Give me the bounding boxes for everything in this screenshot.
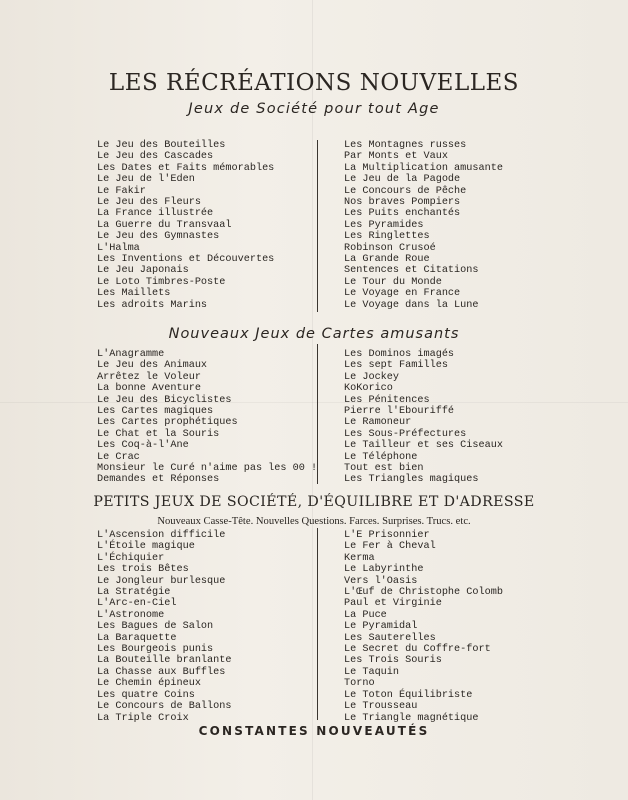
game-list-item: Kerma	[344, 552, 375, 564]
game-list-item: La Stratégie	[97, 587, 171, 599]
game-list-item: La Guerre du Transvaal	[97, 219, 232, 231]
game-list-item: Le Fer à Cheval	[344, 541, 436, 553]
game-list-item: Sentences et Citations	[344, 265, 479, 277]
game-list-item: Tout est bien	[344, 463, 424, 475]
game-list-item: Le Jockey	[344, 371, 400, 383]
game-list-item: Les Dominos imagés	[344, 349, 455, 360]
game-list-item: Les Sous-Préfectures	[344, 428, 467, 440]
game-list-item: Le Jeu des Gymnastes	[97, 231, 220, 243]
game-list-item: Pierre l'Ebouriffé	[344, 406, 455, 418]
game-list-item: Les Puits enchantés	[344, 208, 461, 220]
game-list-item: KoKorico	[344, 383, 393, 395]
game-list-item: Nos braves Pompiers	[344, 197, 461, 209]
game-list-item: Les adroits Marins	[97, 299, 208, 311]
game-list-item: Le Jeu de la Pagode	[344, 174, 461, 186]
game-list-item: Le Pyramidal	[344, 621, 418, 633]
section3-left-list	[97, 530, 232, 724]
game-list-item: La Puce	[344, 609, 387, 621]
section2-title: Nouveaux Jeux de Cartes amusants	[168, 326, 460, 342]
game-list-item: Le Concours de Ballons	[97, 701, 232, 713]
game-list-item: La Multiplication amusante	[344, 162, 503, 174]
game-list-item: La Baraquette	[97, 632, 177, 644]
game-list-item: Le Ramoneur	[344, 417, 412, 429]
game-list-item: Le Loto Timbres-Poste	[97, 276, 226, 288]
game-list-item: Le Jongleur burlesque	[97, 575, 226, 587]
game-list-item: Les Bourgeois punis	[97, 644, 214, 656]
section3-divider	[317, 528, 318, 720]
section1-left-list	[97, 140, 274, 311]
game-list-item: Le Concours de Pêche	[344, 185, 467, 197]
game-list-item: Les Cartes magiques	[97, 406, 214, 418]
game-list-item: Le Jeu des Bouteilles	[97, 140, 226, 151]
section3-subtitle: Nouveaux Casse-Tête. Nouvelles Questions. Farces. Surprises. Trucs. etc.	[157, 516, 471, 527]
game-list-item: La Bouteille branlante	[97, 655, 232, 667]
section2-divider	[317, 344, 318, 484]
game-list-item: Les Coq-à-l'Ane	[97, 440, 189, 452]
game-list-item: Les Bagues de Salon	[97, 621, 214, 633]
game-list-item: La Chasse aux Buffles	[97, 666, 226, 678]
game-list-item: L'Ascension difficile	[97, 530, 226, 541]
game-list-item: La bonne Aventure	[97, 383, 201, 395]
section3-title: PETITS JEUX DE SOCIÉTÉ, D'ÉQUILIBRE ET D'ADRESSE	[93, 494, 535, 510]
game-list-item: Les trois Bêtes	[97, 564, 189, 576]
game-list-item: Demandes et Réponses	[97, 474, 220, 486]
game-list-item: Les sept Familles	[344, 360, 448, 372]
game-list-item: Le Jeu des Fleurs	[97, 197, 201, 209]
page-subtitle: Jeux de Société pour tout Age	[188, 101, 440, 117]
game-list-item: Les Ringlettes	[344, 231, 430, 243]
game-list-item: La Grande Roue	[344, 254, 430, 266]
game-list-item: L'Arc-en-Ciel	[97, 598, 177, 610]
game-list-item: Le Téléphone	[344, 451, 418, 463]
section1-right-list	[344, 140, 503, 311]
game-list-item: La France illustrée	[97, 208, 214, 220]
game-list-item: Robinson Crusoé	[344, 242, 436, 254]
game-list-item: Le Toton Équilibriste	[344, 689, 473, 701]
game-list-item: L'Étoile magique	[97, 541, 195, 553]
footer-text: CONSTANTES NOUVEAUTÉS	[198, 724, 430, 738]
game-list-item: Les Cartes prophétiques	[97, 417, 238, 429]
page-title: LES RÉCRÉATIONS NOUVELLES	[108, 70, 520, 96]
game-list-item: Le Chat et la Souris	[97, 428, 220, 440]
game-list-item: Le Trousseau	[344, 701, 418, 713]
game-list-item: Les Triangles magiques	[344, 474, 479, 486]
section2-left-list	[97, 349, 317, 486]
game-list-item: L'Astronome	[97, 609, 165, 621]
game-list-item: Les Trois Souris	[344, 655, 442, 667]
game-list-item: L'Échiquier	[97, 552, 165, 564]
game-list-item: Les quatre Coins	[97, 689, 195, 701]
game-list-item: Le Jeu des Cascades	[97, 151, 214, 163]
section2-right-list	[344, 349, 503, 486]
game-list-item: Monsieur le Curé n'aime pas les 00 !	[97, 463, 318, 475]
game-list-item: Vers l'Oasis	[344, 575, 418, 587]
game-list-item: L'E Prisonnier	[344, 530, 430, 541]
game-list-item: Le Voyage dans la Lune	[344, 299, 479, 311]
game-list-item: Le Fakir	[97, 185, 146, 197]
section3-right-list	[344, 530, 503, 724]
game-list-item: Le Jeu des Animaux	[97, 360, 208, 372]
game-list-item: Les Dates et Faits mémorables	[97, 162, 275, 174]
game-list-item: Paul et Virginie	[344, 598, 442, 610]
game-list-item: Le Labyrinthe	[344, 564, 424, 576]
game-list-item: Le Jeu Japonais	[97, 265, 189, 277]
game-list-item: Les Inventions et Découvertes	[97, 254, 275, 266]
game-list-item: Le Chemin épineux	[97, 678, 201, 690]
game-list-item: La Triple Croix	[97, 712, 189, 724]
game-list-item: Le Crac	[97, 451, 140, 463]
game-list-item: Le Jeu des Bicyclistes	[97, 394, 232, 406]
game-list-item: Le Tour du Monde	[344, 276, 442, 288]
game-list-item: Les Pénitences	[344, 394, 430, 406]
section1-divider	[317, 140, 318, 312]
game-list-item: Le Tailleur et ses Ciseaux	[344, 440, 503, 452]
game-list-item: Le Secret du Coffre-fort	[344, 644, 491, 656]
game-list-item: L'Halma	[97, 242, 140, 254]
game-list-item: Arrêtez le Voleur	[97, 371, 201, 383]
game-list-item: Le Triangle magnétique	[344, 712, 479, 724]
game-list-item: L'Anagramme	[97, 349, 165, 360]
game-list-item: L'Œuf de Christophe Colomb	[344, 587, 503, 599]
game-list-item: Par Monts et Vaux	[344, 151, 448, 163]
game-list-item: Les Sauterelles	[344, 632, 436, 644]
game-list-item: Le Voyage en France	[344, 288, 461, 300]
game-list-item: Les Pyramides	[344, 219, 424, 231]
game-list-item: Les Maillets	[97, 288, 171, 300]
game-list-item: Les Montagnes russes	[344, 140, 467, 151]
game-list-item: Torno	[344, 678, 375, 690]
game-list-item: Le Taquin	[344, 666, 400, 678]
game-list-item: Le Jeu de l'Eden	[97, 174, 195, 186]
